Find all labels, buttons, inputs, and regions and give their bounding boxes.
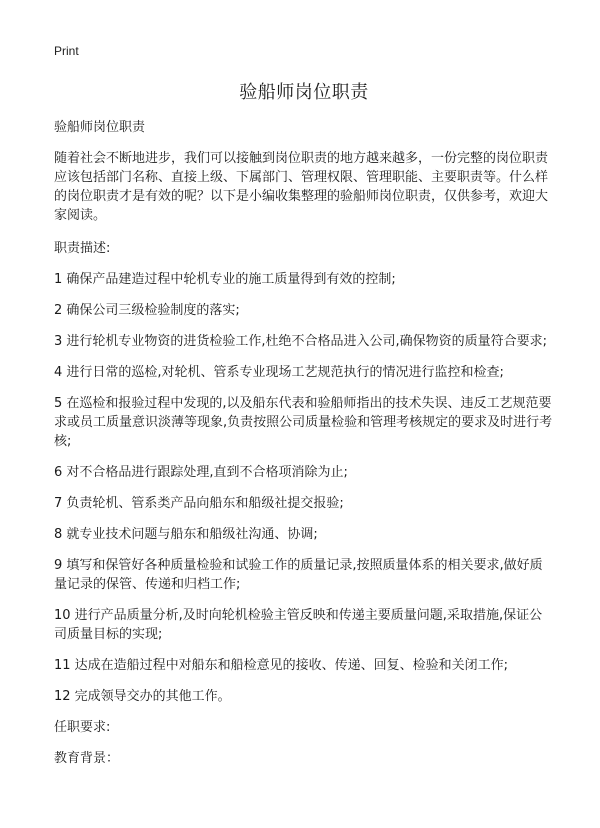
duty-item: 4 进行日常的巡检,对轮机、管系专业现场工艺规范执行的情况进行监控和检查; bbox=[54, 365, 504, 380]
document-subtitle: 验船师岗位职责 bbox=[54, 120, 146, 135]
duty-item: 10 进行产品质量分析,及时向轮机检验主管反映和传递主要质量问题,采取措施,保证公司质量目标的实现; bbox=[54, 608, 543, 642]
duty-item: 5 在巡检和报验过程中发现的,以及船东代表和验船师指出的技术失误、违反工艺规范要求或员工质量意识淡薄等现象,负责按照公司质量检验和管理考核规定的要求及时进行考核; bbox=[54, 396, 553, 449]
print-link[interactable]: Print bbox=[54, 44, 79, 58]
duty-item: 9 填写和保管好各种质量检验和试验工作的质量记录,按照质量体系的相关要求,做好质量记录的保管、传递和归档工作; bbox=[54, 558, 543, 592]
duty-item: 11 达成在造船过程中对船东和船检意见的接收、传递、回复、检验和关闭工作; bbox=[54, 658, 509, 673]
duty-item: 3 进行轮机专业物资的进货检验工作,杜绝不合格品进入公司,确保物资的质量符合要求; bbox=[54, 334, 548, 349]
duty-list bbox=[54, 270, 554, 706]
duty-item: 8 就专业技术问题与船东和船级社沟通、协调; bbox=[54, 527, 318, 542]
duty-item: 7 负责轮机、管系类产品向船东和船级社提交报验; bbox=[54, 496, 344, 511]
document-title: 验船师岗位职责 bbox=[239, 82, 369, 103]
duties-heading: 职责描述: bbox=[54, 241, 111, 256]
education-heading: 教育背景： bbox=[54, 751, 120, 766]
duty-item: 2 确保公司三级检验制度的落实; bbox=[54, 303, 240, 318]
duty-item: 12 完成领导交办的其他工作。 bbox=[54, 689, 231, 704]
intro-paragraph: 随着社会不断地进步，我们可以接触到岗位职责的地方越来越多，一份完整的岗位职责应该包括部门名称、直接上级、下属部门、管理权限、管理职能、主要职责等。什么样的岗位职责才是有效的呢？以下是小编收集整理的验船师岗位职责，仅供参考，欢迎大家阅读。 bbox=[54, 151, 549, 223]
duty-item: 6 对不合格品进行跟踪处理,直到不合格项消除为止; bbox=[54, 465, 348, 480]
requirements-heading: 任职要求: bbox=[54, 720, 111, 735]
duty-item: 1 确保产品建造过程中轮机专业的施工质量得到有效的控制; bbox=[54, 272, 396, 287]
